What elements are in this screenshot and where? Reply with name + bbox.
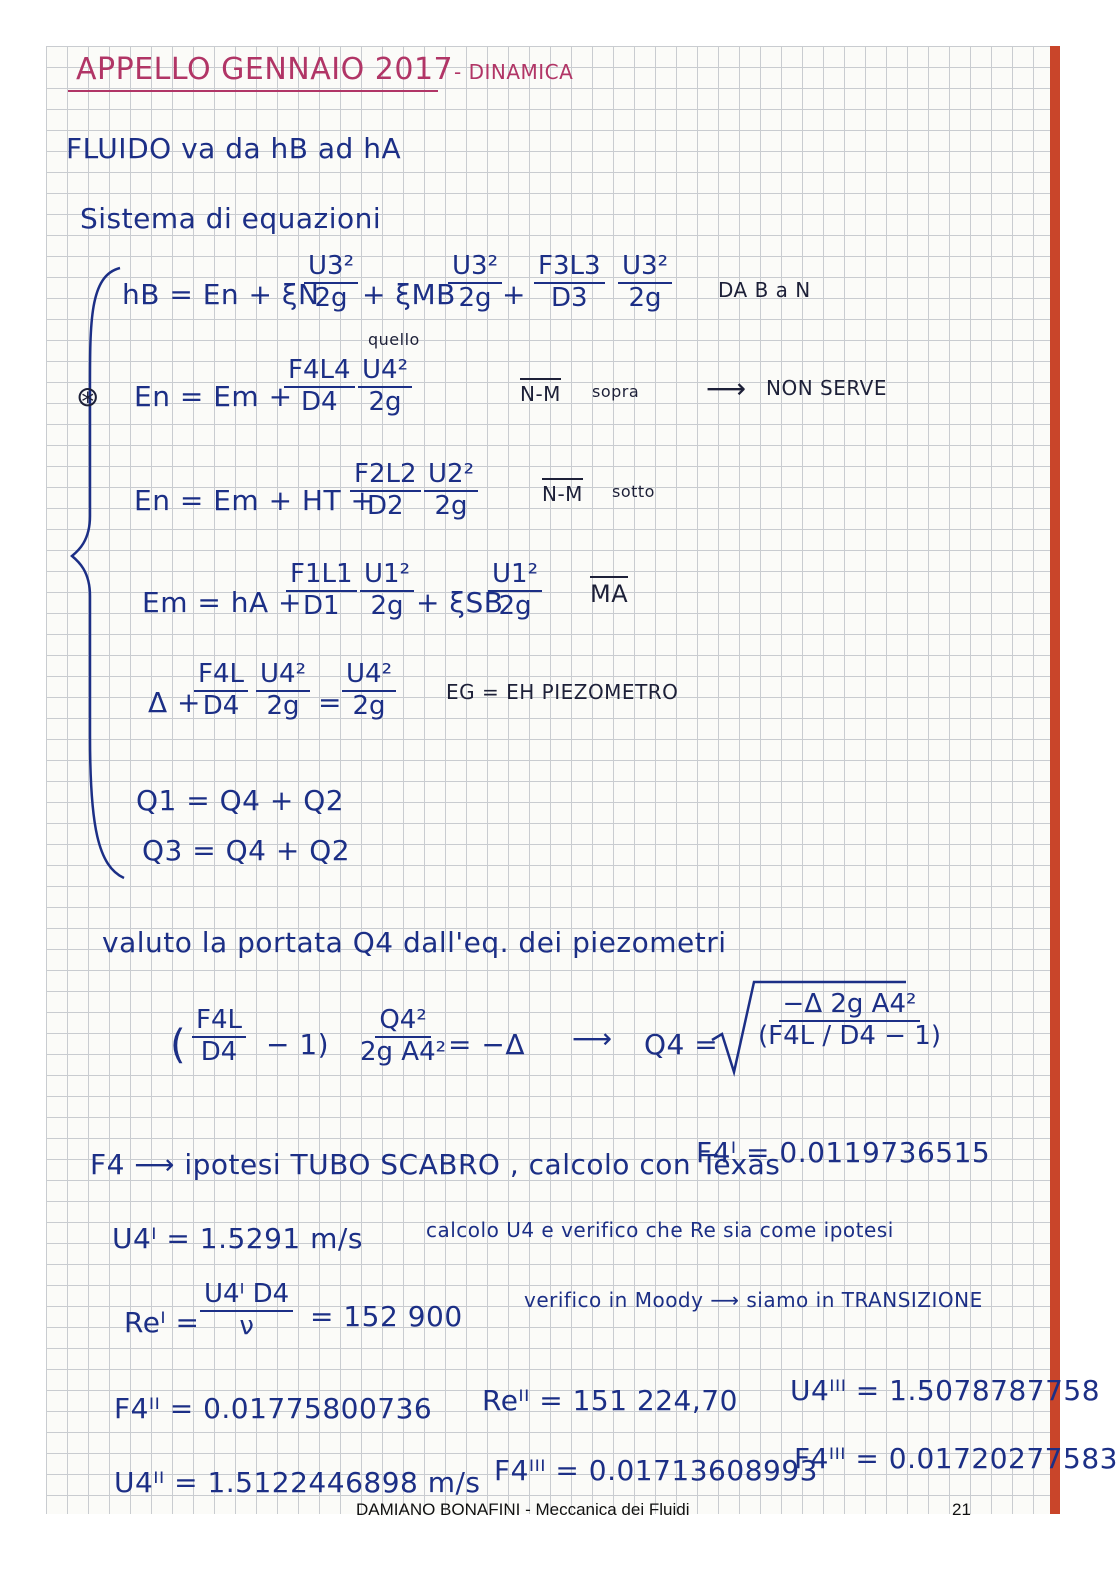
u4-verify-note: calcolo U4 e verifico che Re sia come ipotesi bbox=[426, 1218, 894, 1242]
portata-result-lhs: Q4 = bbox=[644, 1028, 719, 1061]
eq2-star: ⊛ bbox=[76, 380, 100, 413]
eq3-f2-den: 2g bbox=[434, 490, 468, 521]
eq5-f1-num: F4L bbox=[194, 660, 248, 692]
eq7: Q3 = Q4 + Q2 bbox=[142, 834, 351, 867]
u4-III-value: U4ᴵᴵᴵ = 1.5078787758 bbox=[790, 1374, 1101, 1407]
re-I-fraction bbox=[200, 1280, 293, 1342]
eq1-fraction-3 bbox=[534, 252, 605, 314]
eq3-lhs: En = Em + HT + bbox=[134, 484, 375, 517]
portata-f1-den: D4 bbox=[200, 1036, 238, 1067]
f4-III-value: F4ᴵᴵᴵ = 0.01713608993 bbox=[494, 1454, 818, 1487]
re-I-num: U4ᴵ D4 bbox=[200, 1280, 293, 1312]
eq4-mid: + ξSB bbox=[416, 586, 504, 619]
title-underline bbox=[68, 90, 438, 92]
eq2-f2-num: U4² bbox=[358, 356, 412, 388]
eq1-annotation: quello bbox=[368, 330, 420, 349]
eq4-f2-den: 2g bbox=[370, 590, 404, 621]
portata-open-paren: ( bbox=[170, 1022, 187, 1068]
eq3-tag-suffix: sotto bbox=[612, 482, 655, 501]
eq3-tag: N-M bbox=[542, 478, 583, 506]
eq5-fraction-2 bbox=[256, 660, 310, 722]
u4-I-value: U4ᴵ = 1.5291 m/s bbox=[112, 1222, 363, 1255]
notebook-page bbox=[46, 46, 1118, 1514]
footer-text: DAMIANO BONAFINI - Meccanica dei Fluidi bbox=[356, 1500, 690, 1519]
eq1-f4-num: U3² bbox=[618, 252, 672, 284]
portata-f1-num: F4L bbox=[192, 1006, 246, 1038]
eq3-f1-den: D2 bbox=[366, 490, 404, 521]
f4-II-value: F4ᴵᴵ = 0.01775800736 bbox=[114, 1392, 433, 1425]
portata-result-fraction bbox=[754, 990, 945, 1052]
eq4-f3-den: 2g bbox=[498, 590, 532, 621]
eq6: Q1 = Q4 + Q2 bbox=[136, 784, 345, 817]
re-I-lhs: Reᴵ = bbox=[124, 1306, 200, 1339]
eq4-fraction-3 bbox=[488, 560, 542, 622]
eq4-lhs: Em = hA + bbox=[142, 586, 302, 619]
re-I-value: = 152 900 bbox=[310, 1300, 463, 1333]
section-heading: Sistema di equazioni bbox=[80, 202, 382, 235]
eq4-fraction-1 bbox=[286, 560, 357, 622]
eq2-arrow: ⟶ bbox=[706, 372, 747, 405]
eq1-plus: + bbox=[502, 278, 526, 311]
eq5-note: EG = EH PIEZOMETRO bbox=[446, 680, 679, 704]
eq1-f1-den: 2g bbox=[314, 282, 348, 313]
moody-note: verifico in Moody ⟶ siamo in TRANSIZIONE bbox=[524, 1288, 983, 1312]
eq2-tag: N-M bbox=[520, 378, 561, 406]
eq5-fraction-1 bbox=[194, 660, 248, 722]
eq1-lhs: hB = En + ξN bbox=[122, 278, 320, 311]
eq1-f1-num: U3² bbox=[304, 252, 358, 284]
portata-line: valuto la portata Q4 dall'eq. dei piezometri bbox=[102, 926, 727, 959]
eq1-f3-den: D3 bbox=[550, 282, 588, 313]
eq5-equals: = bbox=[318, 686, 342, 719]
eq5-f2-den: 2g bbox=[266, 690, 300, 721]
eq1-fraction-2 bbox=[448, 252, 502, 314]
re-I-den: ν bbox=[239, 1310, 254, 1341]
eq2-f1-den: D4 bbox=[300, 386, 338, 417]
page-number: 21 bbox=[952, 1500, 971, 1519]
page-title: APPELLO GENNAIO 2017 bbox=[76, 52, 454, 87]
eq4-fraction-2 bbox=[360, 560, 414, 622]
eq5-f1-den: D4 bbox=[202, 690, 240, 721]
eq1-f2-num: U3² bbox=[448, 252, 502, 284]
portata-minus-one: − 1) bbox=[266, 1028, 330, 1061]
eq3-fraction-2 bbox=[424, 460, 478, 522]
intro-line: FLUIDO va da hB ad hA bbox=[66, 132, 402, 165]
eq2-f2-den: 2g bbox=[368, 386, 402, 417]
eq2-fraction-1 bbox=[284, 356, 355, 418]
f4-IV-value: F4ᴵᴵᴵ = 0.01720277583 bbox=[794, 1442, 1118, 1475]
portata-f2-num: Q4² bbox=[375, 1006, 430, 1038]
portata-f2-den: 2g A4² bbox=[360, 1036, 447, 1067]
eq5-lhs: Δ + bbox=[148, 686, 202, 719]
eq2-f1-num: F4L4 bbox=[284, 356, 355, 388]
eq5-f3-den: 2g bbox=[352, 690, 386, 721]
portata-result-den: (F4L / D4 − 1) bbox=[758, 1020, 941, 1051]
eq1-f4-den: 2g bbox=[628, 282, 662, 313]
f4-hypothesis-line: F4 ⟶ ipotesi TUBO SCABRO , calcolo con Texas bbox=[90, 1148, 781, 1181]
eq4-f2-num: U1² bbox=[360, 560, 414, 592]
eq1-mid: + ξMB bbox=[362, 278, 456, 311]
eq2-note: NON SERVE bbox=[766, 376, 887, 400]
eq1-f2-den: 2g bbox=[458, 282, 492, 313]
eq1-fraction-4 bbox=[618, 252, 672, 314]
f4-I-value: F4ᴵ = 0.0119736515 bbox=[696, 1136, 991, 1169]
eq5-fraction-3 bbox=[342, 660, 396, 722]
eq3-fraction-1 bbox=[350, 460, 421, 522]
eq2-tag-suffix: sopra bbox=[592, 382, 640, 401]
re-II-value: Reᴵᴵ = 151 224,70 bbox=[482, 1384, 738, 1417]
eq1-note: DA B a N bbox=[718, 278, 811, 302]
eq4-tag: MA bbox=[590, 576, 628, 608]
eq4-f3-num: U1² bbox=[488, 560, 542, 592]
portata-rhs: = −Δ bbox=[448, 1028, 525, 1061]
eq1-fraction-1 bbox=[304, 252, 358, 314]
portata-arrow: ⟶ bbox=[572, 1022, 613, 1055]
eq3-f1-num: F2L2 bbox=[350, 460, 421, 492]
eq5-f3-num: U4² bbox=[342, 660, 396, 692]
u4-II-value: U4ᴵᴵ = 1.5122446898 m/s bbox=[114, 1466, 481, 1499]
portata-fraction-2 bbox=[356, 1006, 450, 1068]
eq2-lhs: En = Em + bbox=[134, 380, 293, 413]
portata-fraction-1 bbox=[192, 1006, 246, 1068]
eq4-f1-den: D1 bbox=[302, 590, 340, 621]
eq3-f2-num: U2² bbox=[424, 460, 478, 492]
eq4-f1-num: F1L1 bbox=[286, 560, 357, 592]
page-subtitle: - DINAMICA bbox=[454, 60, 574, 84]
eq5-f2-num: U4² bbox=[256, 660, 310, 692]
eq1-f3-num: F3L3 bbox=[534, 252, 605, 284]
system-brace bbox=[68, 266, 128, 886]
eq2-fraction-2 bbox=[358, 356, 412, 418]
portata-result-num: −Δ 2g A4² bbox=[779, 990, 921, 1022]
